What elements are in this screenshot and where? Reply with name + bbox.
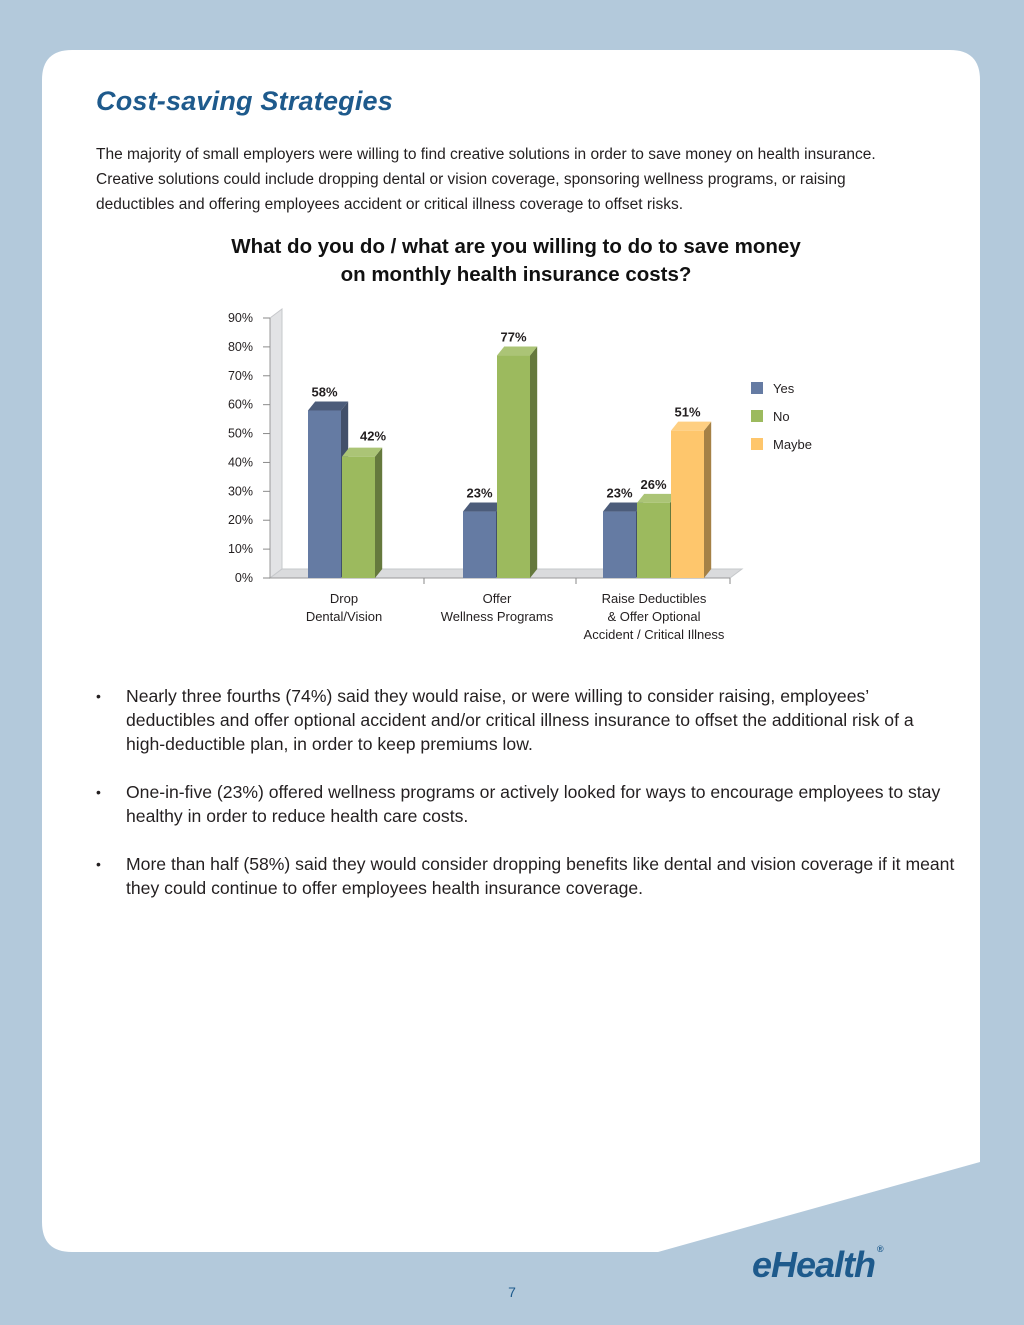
- legend-swatch: [751, 382, 763, 394]
- ehealth-logo: [752, 1244, 884, 1286]
- y-tick-label: 80%: [227, 339, 253, 354]
- data-label: 42%: [359, 428, 387, 444]
- y-tick-label: 20%: [227, 513, 253, 528]
- x-category-label: & Offer Optional: [607, 609, 701, 624]
- data-label: 77%: [500, 329, 527, 345]
- bar-maybe: [671, 431, 704, 578]
- data-label: 51%: [674, 404, 701, 420]
- registered-mark: ®: [877, 1244, 884, 1254]
- bullet-symbol: •: [96, 784, 101, 800]
- logo-wordmark: eHealth: [752, 1244, 876, 1285]
- bar-no: [637, 503, 670, 578]
- bullet-text: Nearly three fourths (74%) said they would raise, or were willing to consider raising, employees’ deductibles and offer optional accident and/or critical illness insurance to offset the additional risk of a high-deductible plan, in order to keep premiums low.: [126, 686, 914, 754]
- y-tick-label: 70%: [227, 368, 253, 383]
- y-tick-label: 30%: [227, 484, 253, 499]
- chart-title-line-2: on monthly health insurance costs?: [340, 263, 692, 286]
- bar-yes: [308, 410, 341, 578]
- x-category-label: Drop: [329, 591, 359, 606]
- legend-label: No: [773, 409, 790, 424]
- bar-no: [497, 356, 530, 578]
- page-number: 7: [508, 1284, 516, 1300]
- y-tick-label: 0%: [234, 571, 253, 585]
- x-category-label: Wellness Programs: [440, 609, 554, 624]
- bar-yes: [603, 512, 636, 578]
- legend-swatch: [751, 438, 763, 450]
- bullet-item: [96, 852, 956, 900]
- bullet-item: [96, 684, 956, 756]
- y-tick-label: 10%: [227, 542, 253, 557]
- bullet-text: One-in-five (23%) offered wellness programs or actively looked for ways to encourage employees to stay healthy in order to reduce health care costs.: [126, 782, 941, 826]
- bar-yes: [463, 512, 496, 578]
- data-label: 26%: [640, 476, 667, 492]
- bullet-symbol: •: [96, 856, 101, 872]
- data-label: 58%: [311, 384, 338, 400]
- y-tick-label: 60%: [227, 397, 253, 412]
- page-title: Cost-saving Strategies: [96, 86, 393, 116]
- bullet-item: [96, 780, 956, 828]
- y-tick-label: 40%: [227, 455, 253, 470]
- chart-title-line-1: What do you do / what are you willing to do to save money: [231, 235, 801, 258]
- intro-paragraph: The majority of small employers were willing to find creative solutions in order to save money on health insurance. Creative solutions could include dropping dental or vision coverage, sponsoring wellness programs, or raising deductibles and offering employees accident or critical illness coverage to offset risks.: [96, 146, 876, 213]
- bullet-text: More than half (58%) said they would consider dropping benefits like dental and vision coverage if it meant they could continue to offer employees health insurance coverage.: [126, 854, 955, 898]
- y-tick-label: 50%: [227, 426, 253, 441]
- x-category-label: Accident / Critical Illness: [583, 627, 725, 642]
- bar-side-face: [704, 422, 711, 578]
- data-label: 23%: [466, 485, 493, 501]
- bar-no: [342, 457, 375, 578]
- bullet-list: [96, 684, 956, 924]
- legend-label: Maybe: [773, 437, 813, 452]
- y-tick-label: 90%: [227, 311, 253, 325]
- data-label: 23%: [606, 485, 633, 501]
- x-category-label: Raise Deductibles: [601, 591, 707, 606]
- x-category-label: Dental/Vision: [305, 609, 383, 624]
- bar-side-face: [375, 448, 382, 578]
- x-category-label: Offer: [482, 591, 512, 606]
- bullet-symbol: •: [96, 688, 101, 704]
- bar-side-face: [530, 347, 537, 578]
- legend-swatch: [751, 410, 763, 422]
- legend-label: Yes: [773, 381, 795, 396]
- chart-side-wall: [270, 309, 282, 578]
